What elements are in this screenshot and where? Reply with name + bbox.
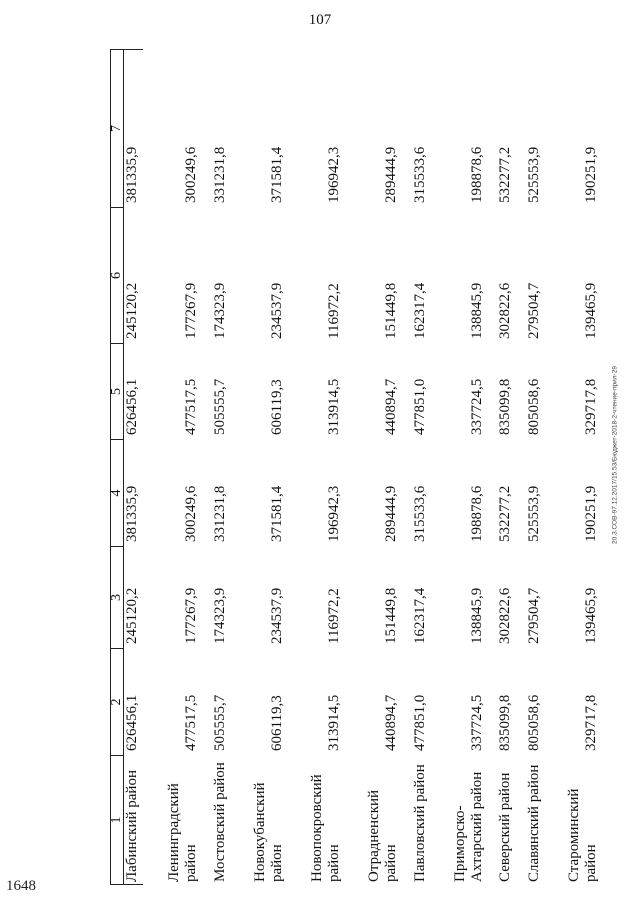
value-cell-4: 300249,6 — [183, 485, 200, 542]
value-cell-5: 337724,5 — [468, 378, 485, 435]
header-cell-6: 6 — [111, 208, 124, 344]
value-cell-3: 151449,8 — [383, 587, 400, 644]
value-cell-3: 234537,9 — [268, 587, 285, 644]
rotated-table-frame — [110, 50, 600, 885]
table-row — [429, 50, 486, 885]
value-cell-7: 190251,9 — [583, 146, 599, 203]
value-cell-4: 532277,2 — [497, 485, 514, 542]
district-name-cell: Лабинский район — [124, 756, 144, 885]
value-cell-6: 302822,6 — [497, 282, 514, 339]
value-cell-5: 805058,6 — [525, 378, 542, 435]
value-cell-2: 313914,5 — [325, 694, 342, 751]
value-cell-2: 505555,7 — [211, 694, 228, 751]
value-cell-6: 245120,2 — [124, 208, 144, 344]
value-cell-4: 198878,6 — [468, 485, 485, 542]
value-cell-4: 190251,9 — [583, 485, 599, 542]
value-cell-7: 525553,9 — [525, 146, 542, 203]
table-header — [111, 50, 124, 885]
footer-code — [612, 60, 617, 850]
value-cell-2: 606119,3 — [268, 695, 285, 751]
value-cell-4: 381335,9 — [124, 440, 144, 547]
district-name-cell: Павловский район — [411, 764, 428, 882]
district-name-cell: Славянский район — [525, 764, 542, 882]
value-cell-7: 532277,2 — [497, 146, 514, 203]
footer-code-text: 20.3.СОВ-97.12.2017/15.53/Бюджет-2018-2-чтение-прил-29 — [611, 366, 618, 544]
budget-table — [110, 49, 600, 885]
value-cell-3: 279504,7 — [525, 587, 542, 644]
district-name-cell: Новокубанский район — [251, 782, 285, 882]
value-cell-4: 196942,3 — [325, 485, 342, 542]
value-cell-5: 313914,5 — [325, 378, 342, 435]
table-row — [543, 50, 600, 885]
value-cell-5: 626456,1 — [124, 344, 144, 440]
value-cell-7: 289444,9 — [383, 146, 400, 203]
value-cell-7: 198878,6 — [468, 146, 485, 203]
rotated-table-content — [110, 50, 600, 885]
value-cell-3: 139465,9 — [583, 587, 599, 644]
district-name-cell: Староминский район — [566, 788, 599, 882]
value-cell-2: 477851,0 — [411, 694, 428, 751]
value-cell-3: 138845,9 — [468, 587, 485, 644]
value-cell-5: 477517,5 — [183, 378, 200, 435]
table-row — [343, 50, 400, 885]
header-cell-4: 4 — [111, 440, 124, 547]
value-cell-3: 245120,2 — [124, 547, 144, 649]
value-cell-6: 279504,7 — [525, 282, 542, 339]
value-cell-2: 626456,1 — [124, 649, 144, 756]
value-cell-6: 162317,4 — [411, 282, 428, 339]
table-row — [143, 50, 200, 885]
value-cell-3: 162317,4 — [411, 587, 428, 644]
district-name-cell: Новопокровский район — [308, 774, 342, 882]
value-cell-5: 505555,7 — [211, 378, 228, 435]
header-cell-3: 3 — [111, 547, 124, 649]
header-cell-5: 5 — [111, 344, 124, 440]
value-cell-3: 177267,9 — [183, 587, 200, 644]
value-cell-6: 151449,8 — [383, 282, 400, 339]
value-cell-5: 440894,7 — [383, 378, 400, 435]
value-cell-6: 234537,9 — [268, 282, 285, 339]
value-cell-4: 315533,6 — [411, 485, 428, 542]
value-cell-6: 174323,9 — [211, 282, 228, 339]
value-cell-5: 606119,3 — [268, 379, 285, 435]
district-name-cell: Отрадненский район — [366, 789, 400, 882]
table-row — [200, 50, 229, 885]
value-cell-2: 477517,5 — [183, 694, 200, 751]
value-cell-5: 477851,0 — [411, 378, 428, 435]
table-row — [400, 50, 429, 885]
header-row — [111, 50, 124, 885]
value-cell-6: 177267,9 — [183, 282, 200, 339]
table-row — [486, 50, 515, 885]
value-cell-4: 525553,9 — [525, 485, 542, 542]
header-cell-1: 1 — [111, 756, 124, 885]
value-cell-2: 440894,7 — [383, 694, 400, 751]
table-row — [124, 50, 144, 885]
value-cell-3: 174323,9 — [211, 587, 228, 644]
header-cell-7: 7 — [111, 50, 124, 208]
page-number: 107 — [308, 12, 332, 28]
value-cell-2: 835099,8 — [497, 694, 514, 751]
value-cell-6: 139465,9 — [583, 282, 599, 339]
value-cell-6: 116972,2 — [325, 283, 342, 339]
value-cell-7: 371581,4 — [268, 146, 285, 203]
value-cell-2: 805058,6 — [525, 694, 542, 751]
value-cell-7: 196942,3 — [325, 146, 342, 203]
district-name-cell: Ленинградский район — [166, 783, 200, 882]
table-row — [514, 50, 543, 885]
value-cell-7: 381335,9 — [124, 50, 144, 208]
value-cell-2: 337724,5 — [468, 694, 485, 751]
value-cell-6: 138845,9 — [468, 282, 485, 339]
district-name-cell: Мостовский район — [211, 762, 228, 882]
value-cell-2: 329717,8 — [583, 694, 599, 751]
table-row — [286, 50, 343, 885]
value-cell-5: 835099,8 — [497, 378, 514, 435]
district-name-cell: Приморско-Ахтарский район — [451, 771, 485, 882]
value-cell-4: 331231,8 — [211, 485, 228, 542]
value-cell-3: 302822,6 — [497, 587, 514, 644]
value-cell-4: 289444,9 — [383, 485, 400, 542]
table-body — [124, 50, 601, 885]
sheet-number: 1648 — [6, 878, 36, 894]
district-name-cell: Северский район — [497, 772, 514, 882]
table-row — [229, 50, 286, 885]
header-cell-2: 2 — [111, 649, 124, 756]
value-cell-4: 371581,4 — [268, 485, 285, 542]
value-cell-5: 329717,8 — [583, 378, 599, 435]
value-cell-7: 315533,6 — [411, 146, 428, 203]
value-cell-3: 116972,2 — [325, 588, 342, 644]
value-cell-7: 331231,8 — [211, 146, 228, 203]
value-cell-7: 300249,6 — [183, 146, 200, 203]
